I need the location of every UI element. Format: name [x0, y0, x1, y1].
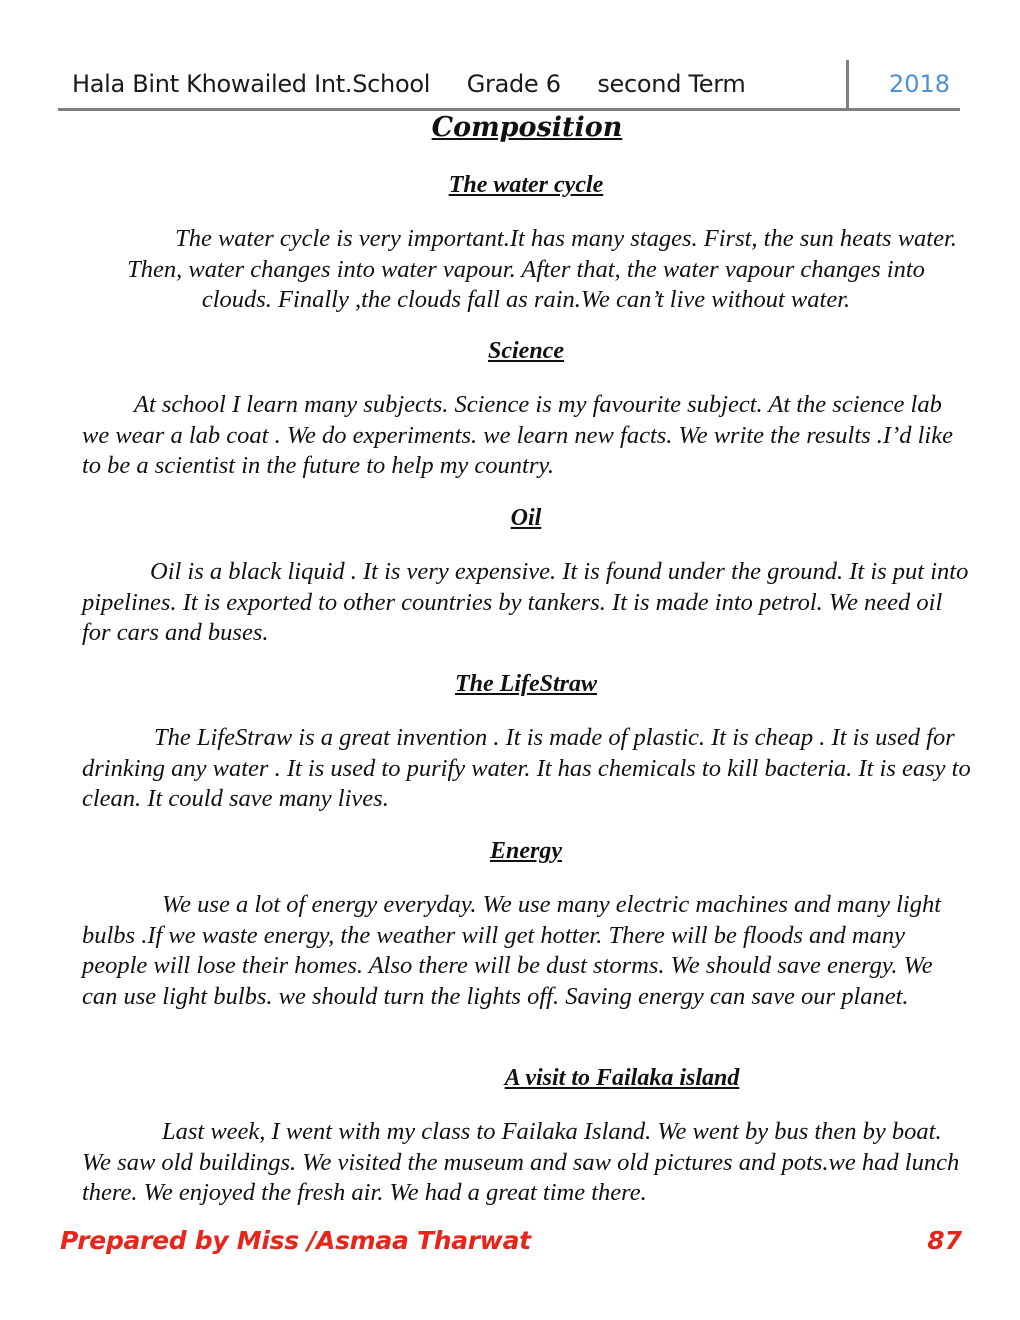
section-heading-energy: Energy — [490, 838, 562, 864]
header-rule — [58, 108, 960, 111]
section-heading-science: Science — [488, 338, 564, 364]
section-text-failaka: Last week, I went with my class to Failaka Island. We went by bus then by boat. We saw old buildings. We visited the museum and saw old pictures and pots.we had lunch there. We enjoyed the fresh air. We had a great time there. — [82, 1118, 960, 1206]
section-heading-lifestraw: The LifeStraw — [455, 671, 597, 697]
footer-page-number: 87 — [927, 1226, 962, 1255]
section-heading-water-cycle: The water cycle — [448, 172, 604, 198]
page-header — [60, 60, 960, 112]
header-year: 2018 — [888, 70, 950, 98]
footer-prepared-by: Prepared by Miss /Asmaa Tharwat — [60, 1226, 531, 1255]
header-school-grade-term: Hala Bint Khowailed Int.School Grade 6 second Term — [72, 70, 746, 98]
section-heading-oil: Oil — [510, 505, 542, 531]
section-text-science: At school I learn many subjects. Science is my favourite subject. At the science lab we wear a lab coat . We do experiments. we learn new facts. We write the results .I’d like to be a scientist in the future to help my country. — [82, 391, 953, 479]
section-text-energy: We use a lot of energy everyday. We use many electric machines and many light bulbs .If we waste energy, the weather will get hotter. There will be floods and many people will lose their homes. Also there will be dust storms. We should save energy. We can use light bulbs. we should turn the lights off. Saving energy can save our planet. — [82, 891, 942, 1010]
section-heading-failaka: A visit to Failaka island — [504, 1065, 740, 1091]
section-text-water-cycle: The water cycle is very important.It has many stages. First, the sun heats water. Then, water changes into water vapour. After that, the water vapour changes into clouds. Finally ,the clouds fall as rain.We can’t live without water. — [127, 225, 957, 313]
section-text-lifestraw: The LifeStraw is a great invention . It is made of plastic. It is cheap . It is used for drinking any water . It is used to purify water. It has chemicals to kill bacteria. It is easy to clean. It could save many lives. — [82, 724, 971, 812]
header-divider — [846, 60, 849, 110]
section-text-oil: Oil is a black liquid . It is very expensive. It is found under the ground. It is put into pipelines. It is exported to other countries by tankers. It is made into petrol. We need oil for cars and buses. — [82, 558, 969, 646]
page-title: Composition — [431, 112, 623, 143]
